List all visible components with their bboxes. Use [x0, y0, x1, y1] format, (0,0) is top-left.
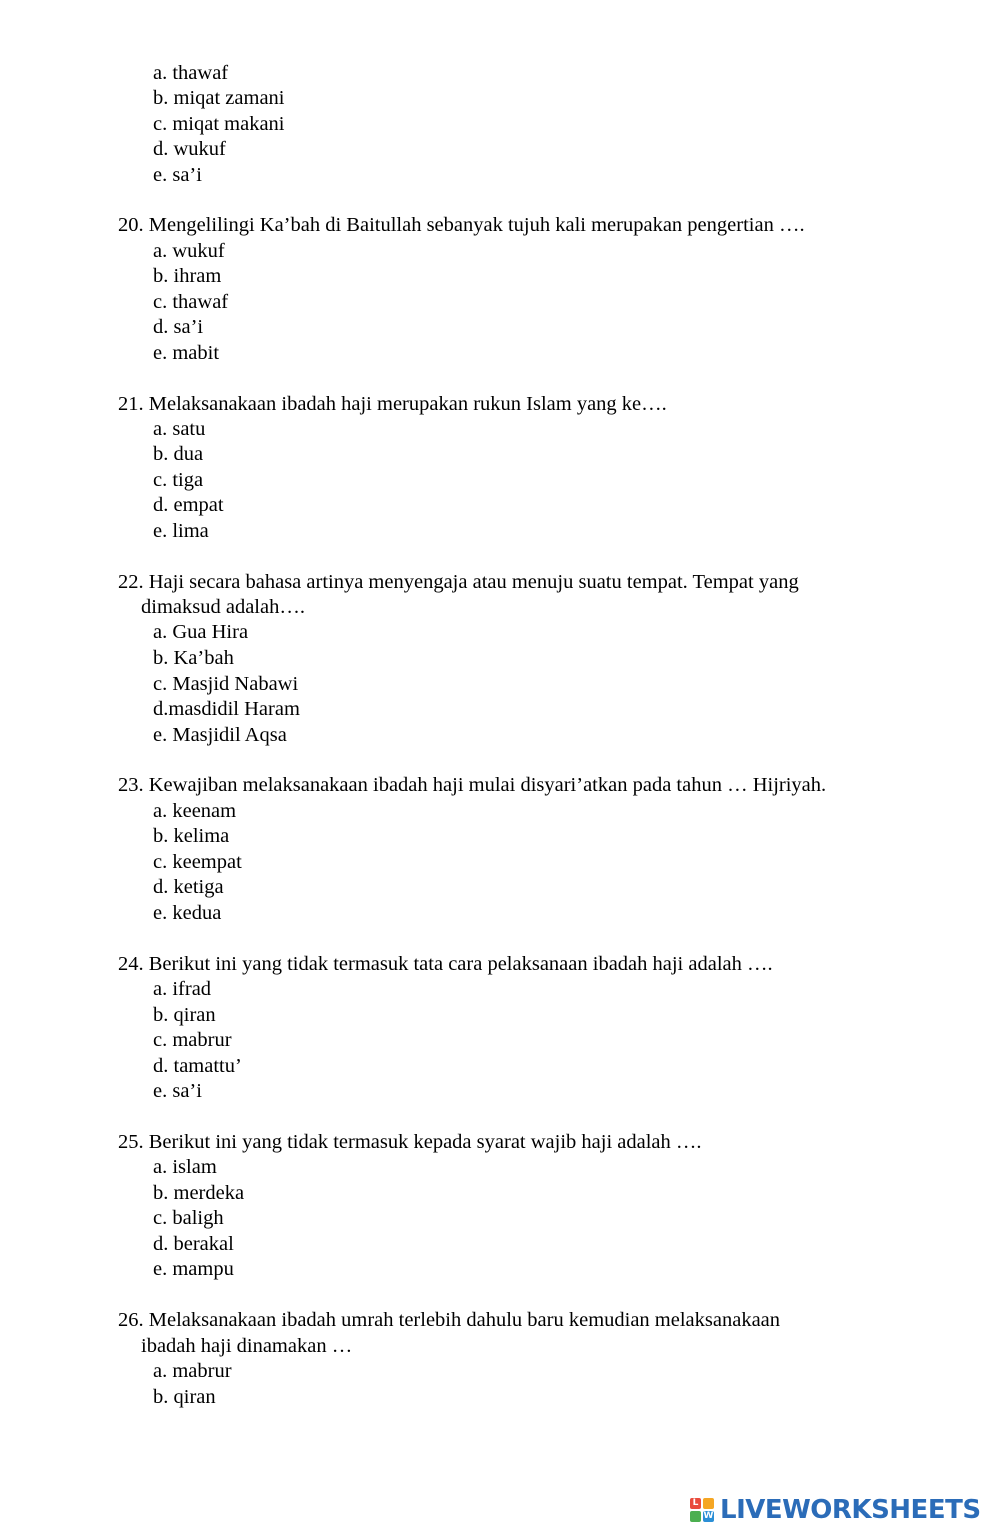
- q19-option-c[interactable]: c. miqat makani: [153, 113, 285, 135]
- q21-option-a[interactable]: a. satu: [153, 418, 206, 440]
- q22-option-e[interactable]: e. Masjidil Aqsa: [153, 724, 287, 746]
- q19-option-e[interactable]: e. sa’i: [153, 164, 202, 186]
- q26-option-a[interactable]: a. mabrur: [153, 1360, 232, 1382]
- q20-option-b[interactable]: b. ihram: [153, 265, 222, 287]
- q24-option-a[interactable]: a. ifrad: [153, 978, 212, 1000]
- q22-option-b[interactable]: b. Ka’bah: [153, 647, 234, 669]
- q21-option-b[interactable]: b. dua: [153, 443, 204, 465]
- q22-question: 22. Haji secara bahasa artinya menyengaja atau menuju suatu tempat. Tempat yang: [118, 571, 799, 593]
- q26-question: 26. Melaksanakaan ibadah umrah terlebih dahulu baru kemudian melaksanakaan: [118, 1309, 781, 1331]
- q21-option-e[interactable]: e. lima: [153, 520, 209, 542]
- q22-question-cont: dimaksud adalah….: [141, 596, 305, 618]
- q21-option-c[interactable]: c. tiga: [153, 469, 204, 491]
- q22-option-c[interactable]: c. Masjid Nabawi: [153, 673, 299, 695]
- q25-option-a[interactable]: a. islam: [153, 1156, 217, 1178]
- q19-option-b[interactable]: b. miqat zamani: [153, 87, 285, 109]
- q23-question: 23. Kewajiban melaksanakaan ibadah haji mulai disyari’atkan pada tahun … Hijriyah.: [118, 774, 827, 796]
- q24-option-e[interactable]: e. sa’i: [153, 1080, 202, 1102]
- q22-option-d[interactable]: d.masdidil Haram: [153, 698, 300, 720]
- q23-option-d[interactable]: d. ketiga: [153, 876, 224, 898]
- q24-question: 24. Berikut ini yang tidak termasuk tata cara pelaksanaan ibadah haji adalah ….: [118, 953, 773, 975]
- q24-option-b[interactable]: b. qiran: [153, 1004, 216, 1026]
- q26-question-cont: ibadah haji dinamakan …: [141, 1335, 353, 1357]
- q24-option-d[interactable]: d. tamattu’: [153, 1055, 242, 1077]
- q25-option-d[interactable]: d. berakal: [153, 1233, 234, 1255]
- logo-tile: [690, 1511, 701, 1522]
- q22-option-a[interactable]: a. Gua Hira: [153, 621, 249, 643]
- brand-name: LIVEWORKSHEETS: [720, 1495, 981, 1525]
- logo-tile: L: [690, 1498, 701, 1509]
- q25-option-c[interactable]: c. baligh: [153, 1207, 224, 1229]
- q21-question: 21. Melaksanakaan ibadah haji merupakan rukun Islam yang ke….: [118, 393, 667, 415]
- q20-option-c[interactable]: c. thawaf: [153, 291, 229, 313]
- q25-option-b[interactable]: b. merdeka: [153, 1182, 245, 1204]
- q19-option-a[interactable]: a. thawaf: [153, 62, 229, 84]
- q23-option-a[interactable]: a. keenam: [153, 800, 237, 822]
- liveworksheets-brand: [690, 1494, 981, 1526]
- logo-tile: [703, 1498, 714, 1509]
- q25-question: 25. Berikut ini yang tidak termasuk kepada syarat wajib haji adalah ….: [118, 1131, 702, 1153]
- q25-option-e[interactable]: e. mampu: [153, 1258, 234, 1280]
- q20-option-a[interactable]: a. wukuf: [153, 240, 225, 262]
- q23-option-c[interactable]: c. keempat: [153, 851, 242, 873]
- liveworksheets-logo-icon: [690, 1498, 714, 1522]
- q20-option-d[interactable]: d. sa’i: [153, 316, 204, 338]
- q23-option-b[interactable]: b. kelima: [153, 825, 230, 847]
- q26-option-b[interactable]: b. qiran: [153, 1386, 216, 1408]
- q21-option-d[interactable]: d. empat: [153, 494, 224, 516]
- logo-tile: W: [703, 1511, 714, 1521]
- q19-option-d[interactable]: d. wukuf: [153, 138, 226, 160]
- q23-option-e[interactable]: e. kedua: [153, 902, 222, 924]
- q24-option-c[interactable]: c. mabrur: [153, 1029, 232, 1051]
- q20-option-e[interactable]: e. mabit: [153, 342, 220, 364]
- q20-question: 20. Mengelilingi Ka’bah di Baitullah sebanyak tujuh kali merupakan pengertian ….: [118, 214, 805, 236]
